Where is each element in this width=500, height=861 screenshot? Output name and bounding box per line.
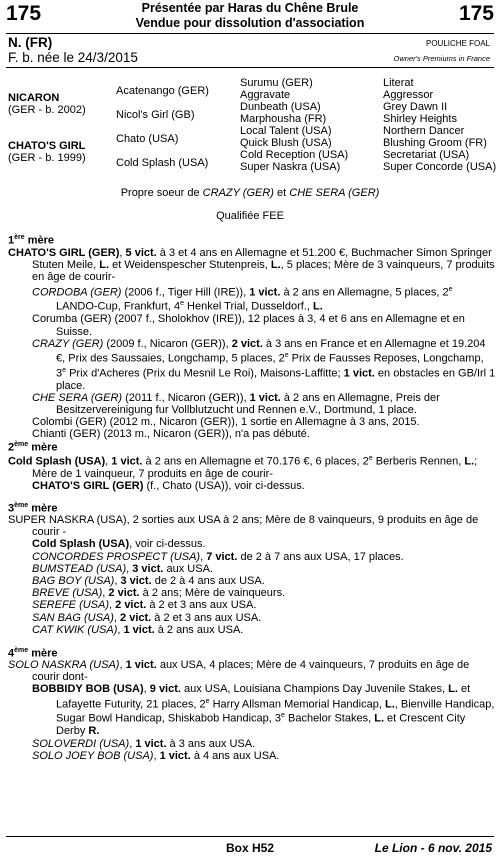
section-sup: ème [14,441,29,448]
horse-description: F. b. née le 24/3/2015 [8,50,138,65]
header-rule [6,33,494,34]
sister-prefix: Propre soeur de [120,187,200,199]
identity-rule [6,67,494,68]
sister-1: CRAZY (GER) [202,187,274,199]
section-sup: ère [14,234,25,241]
section-fourth-dam [8,647,58,660]
section-sup: ème [14,647,29,654]
lot-number-left: 175 [6,2,42,25]
qualified-note: Qualifiée FEE [216,210,284,222]
gen3-ancestor: Super Naskra (USA) [240,161,341,173]
gen4-ancestor: Grey Dawn II [383,101,448,113]
dam-info: (GER - b. 1999) [8,152,86,164]
horse-name: N. (FR) [8,35,53,50]
sex-label: POULICHE FOAL [425,39,490,48]
section-second-dam [8,441,58,454]
sire-info: (GER - b. 2002) [8,104,86,116]
gen4-ancestor: Super Concorde (USA) [383,161,497,173]
gen4-ancestor: Secretariat (USA) [383,149,470,161]
gen4-ancestor: Northern Dancer [383,125,465,137]
gen2-dam-sire: Chato (USA) [116,133,179,145]
section-num: 1 [8,234,15,247]
gen3-ancestor: Aggravate [240,89,291,101]
dam-name: CHATO'S GIRL [8,140,86,152]
section-num: 4 [8,647,15,660]
lot-number-right: 175 [458,2,494,25]
sale-place-date: Le Lion - 6 nov. 2015 [374,841,492,855]
gen2-sire-dam: Nicol's Girl (GB) [116,109,195,121]
sire-name: NICARON [8,92,60,104]
box-number: Box H52 [225,841,275,855]
third-dam-body: SUPER NASKRA (USA), 2 sorties aux USA à 2 ans; Mère de 8 vainqueurs, 9 produits en âge de courir - Cold Splash (USA), voir ci-dessus. CONCORDES PROSPECT (USA), 7 vict. de 2 à 7 ans aux USA, 17 places. BUMSTEAD (USA), 3 vict. aux USA. BAG BOY (USA), 3 vict. de 2 à 4 ans aux USA. BREVE (USA), 2 vict. à 2 ans; Mère de vainqueurs. SEREFE (USA), 2 vict. à 2 et 3 ans aux USA. SAN BAG (USA), 2 vict. à 2 et 3 ans aux USA. CAT KWIK (USA), 1 vict. à 2 ans aux USA. [8,514,479,636]
fourth-dam-body: SOLO NASKRA (USA), 1 vict. aux USA, 4 places; Mère de 4 vainqueurs, 7 produits en âge de courir dont- BOBBIDY BOB (USA), 9 vict. aux USA, Louisiana Champions Day Juvenile Stakes, L. et Lafayette Futurity, 21 places, 2e Harry Allsman Memorial Handicap, L., Bienville Handicap, Sugar Bowl Handicap, Shiskabob Handicap, 3e Bachelor Stakes, L. et Crescent City Derby R. SOLOVERDI (USA), 1 vict. à 3 ans aux USA. SOLO JOEY BOB (USA), 1 vict. à 4 ans aux USA. [8,659,495,762]
sale-reason-line: Vendue pour dissolution d'association [135,16,365,30]
section-word: mère [31,502,58,515]
section-first-dam [8,234,54,247]
section-word: mère [27,234,54,247]
first-dam-body: CHATO'S GIRL (GER), 5 vict. à 3 et 4 ans en Allemagne et 51.200 €, Buchmacher Simon Springer Stuten Meile, L. et Weidenspescher Stutenpreis, L., 5 places; Mère de 3 vainqueurs, 7 produits en âge de courir- CORDOBA (GER) (2006 f., Tiger Hill (IRE)), 1 vict. à 2 ans en Allemagne, 5 places, 2e LANDO-Cup, Frankfurt, 4e Henkel Trial, Dusseldorf., L. Corumba (GER) (2007 f., Sholokhov (IRE)), 12 places à 3, 4 et 6 ans en Allemagne et en Suisse. CRAZY (GER) (2009 f., Nicaron (GER)), 2 vict. à 3 ans en France et en Allemagne et 19.204 €, Prix des Saussaies, Longchamp, 5 places, 2e Prix de Fausses Reposes, Longchamp, 3e Prix d'Acheres (Prix du Mesnil Le Roi), Maisons-Laffitte; 1 vict. en obstacles en GB/Irl 1 place. CHE SERA (GER) (2011 f., Nicaron (GER)), 1 vict. à 2 ans en Allemagne, Preis der Besitzervereinigung fur Vollblutzucht und Rennen e.V., Dortmund, 1 place. Colombi (GER) (2012 m., Nicaron (GER)), 1 sortie en Allemagne à 3 ans, 2015. Chianti (GER) (2013 m., Nicaron (GER)), n'a pas débuté. [8,247,496,441]
footer-rule [6,836,494,837]
section-word: mère [31,647,58,660]
gen3-ancestor: Surumu (GER) [240,77,313,89]
gen3-ancestor: Local Talent (USA) [240,125,332,137]
gen4-ancestor: Aggressor [383,89,434,101]
sister-and: et [277,187,287,199]
gen2-dam-dam: Cold Splash (USA) [116,157,209,169]
second-dam-body: Cold Splash (USA), 1 vict. à 2 ans en Allemagne et 70.176 €, 6 places, 2e Berberis Rennen, L.; Mère de 1 vainqueur, 7 produits en âge de courir- CHATO'S GIRL (GER) (f., Chato (USA)), voir ci-dessus. [8,455,478,493]
gen3-ancestor: Dunbeath (USA) [240,101,321,113]
gen3-ancestor: Cold Reception (USA) [240,149,349,161]
consignor-line: Présentée par Haras du Chêne Brule [141,1,359,15]
gen2-sire-sire: Acatenango (GER) [116,85,209,97]
gen4-ancestor: Literat [383,77,414,89]
gen4-ancestor: Blushing Groom (FR) [383,137,487,149]
section-num: 2 [8,441,15,454]
gen4-ancestor: Shirley Heights [383,113,457,125]
sister-note [0,187,500,199]
section-sup: ème [14,502,29,509]
section-word: mère [31,441,58,454]
gen3-ancestor: Marphousha (FR) [240,113,327,125]
premium-label: Owner's Premiums in France [393,54,490,63]
sister-2: CHE SERA (GER) [289,187,380,199]
gen3-ancestor: Quick Blush (USA) [240,137,332,149]
section-third-dam [8,502,58,515]
section-num: 3 [8,502,15,515]
